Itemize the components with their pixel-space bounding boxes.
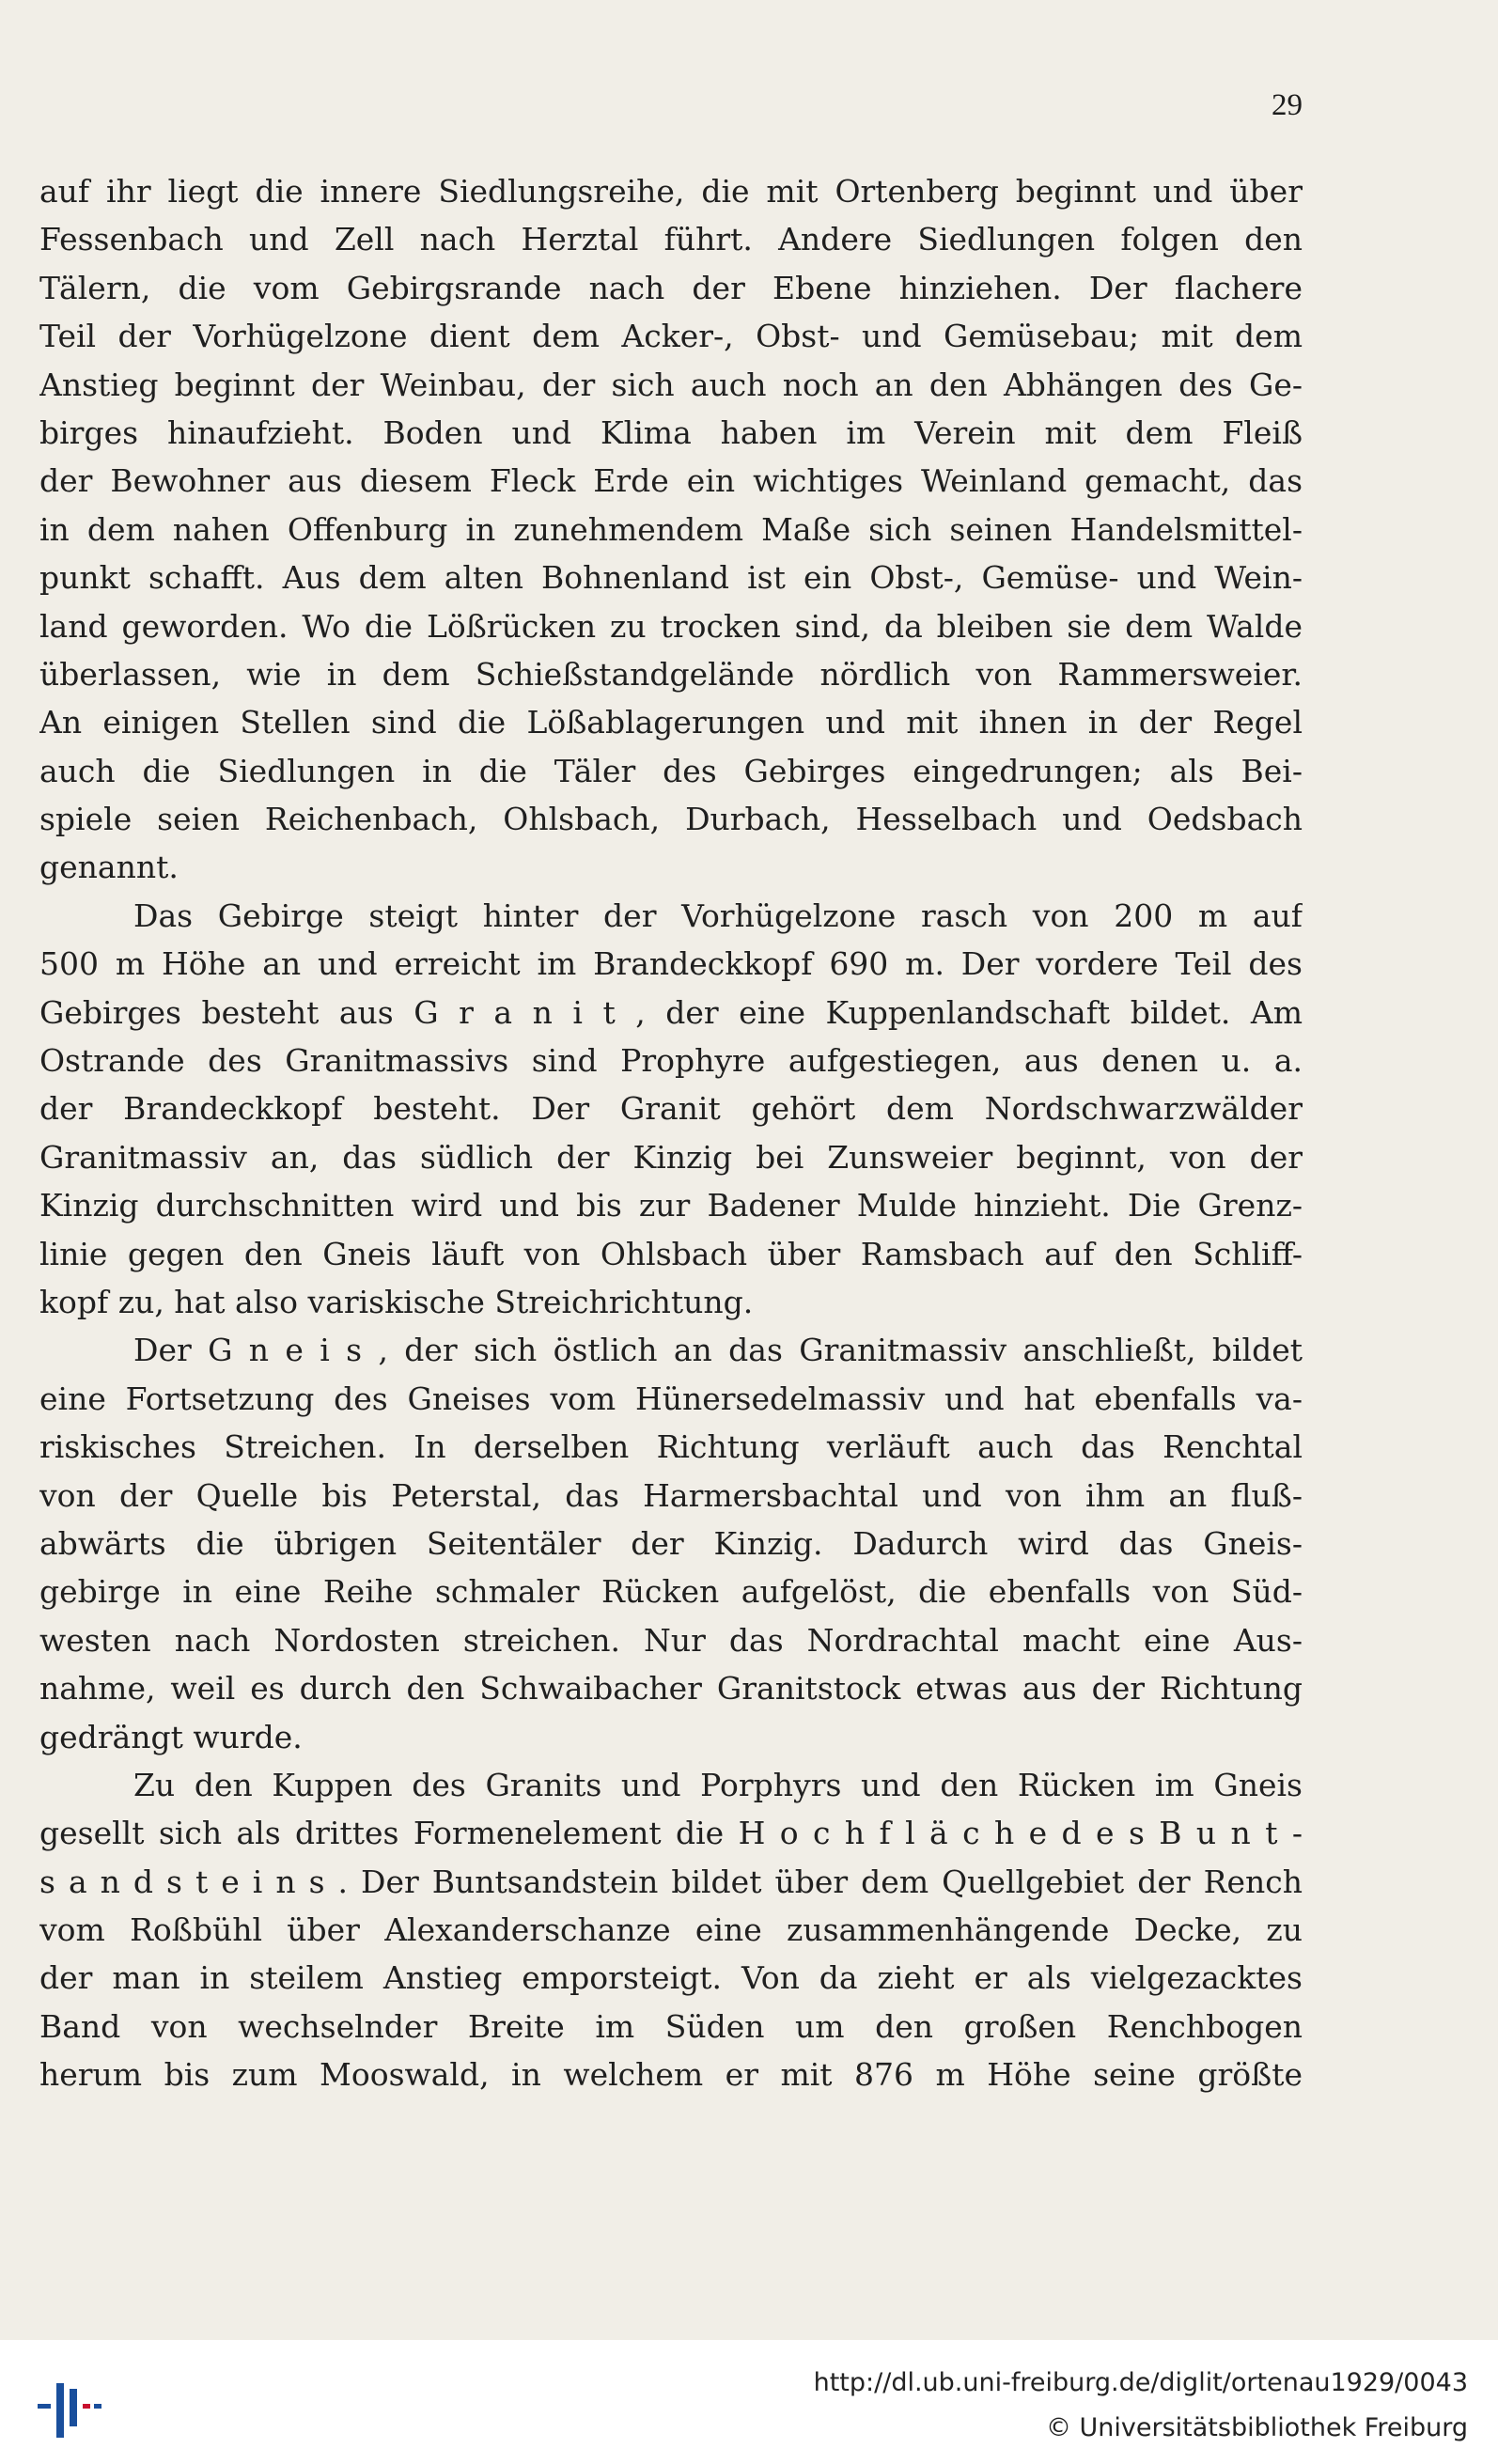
- text-line: Das Gebirge steigt hinter der Vorhügelzone rasch von 200 m auf: [133, 897, 1303, 934]
- university-library-logo-icon: [38, 2370, 103, 2438]
- copyright-notice: © Universitätsbibliothek Freiburg: [1045, 2413, 1468, 2442]
- body-text: [39, 167, 1303, 2099]
- text-line: von der Quelle bis Peterstal, das Harmersbachtal und von ihm an fluß-: [39, 1476, 1303, 1514]
- text-line: punkt schafft. Aus dem alten Bohnenland ist ein Obst-, Gemüse- und Wein-: [39, 559, 1303, 597]
- text-line: gesellt sich als drittes Formenelement die H o c h f l ä c h e d e s B u n t -: [39, 1815, 1303, 1852]
- text-line: spiele seien Reichenbach, Ohlsbach, Durbach, Hesselbach und Oedsbach: [39, 801, 1303, 838]
- text-line: auf ihr liegt die innere Siedlungsreihe, die mit Ortenberg beginnt und über: [39, 173, 1303, 210]
- text-line: s a n d s t e i n s . Der Buntsandstein bildet über dem Quellgebiet der Rench: [39, 1863, 1303, 1900]
- footer: [0, 2340, 1498, 2464]
- text-line: birges hinaufzieht. Boden und Klima haben im Verein mit dem Fleiß: [39, 413, 1303, 451]
- text-line: An einigen Stellen sind die Lößablagerungen und mit ihnen in der Regel: [39, 704, 1303, 741]
- text-line: Anstieg beginnt der Weinbau, der sich auch noch an den Abhängen des Ge-: [39, 366, 1303, 403]
- text-line: Band von wechselnder Breite im Süden um den großen Renchbogen: [39, 2007, 1303, 2045]
- text-line: westen nach Nordosten streichen. Nur das Nordrachtal macht eine Aus-: [39, 1621, 1303, 1659]
- text-line: der Brandeckkopf besteht. Der Granit gehört dem Nordschwarzwälder: [39, 1090, 1303, 1128]
- text-line: überlassen, wie in dem Schießstandgelände nördlich von Rammersweier.: [39, 655, 1303, 693]
- text-line: der man in steilem Anstieg emporsteigt. Von da zieht er als vielgezacktes: [39, 1959, 1303, 1997]
- text-line: gebirge in eine Reihe schmaler Rücken aufgelöst, die ebenfalls von Süd-: [39, 1573, 1303, 1611]
- text-line: Der G n e i s , der sich östlich an das Granitmassiv anschließt, bildet: [133, 1332, 1303, 1369]
- text-line: Zu den Kuppen des Granits und Porphyrs und den Rücken im Gneis: [133, 1766, 1303, 1803]
- text-line: abwärts die übrigen Seitentäler der Kinzig. Dadurch wird das Gneis-: [39, 1524, 1303, 1562]
- text-line: in dem nahen Offenburg in zunehmendem Maße sich seinen Handelsmittel-: [39, 510, 1303, 548]
- permalink-url[interactable]: http://dl.ub.uni-freiburg.de/diglit/ortenau1929/0043: [813, 2368, 1468, 2397]
- text-line: eine Fortsetzung des Gneises vom Hünersedelmassiv und hat ebenfalls va-: [39, 1380, 1303, 1417]
- text-line: herum bis zum Mooswald, in welchem er mit 876 m Höhe seine größte: [39, 2056, 1303, 2094]
- text-line: 500 m Höhe an und erreicht im Brandeckkopf 690 m. Der vordere Teil des: [39, 945, 1303, 983]
- text-line: riskisches Streichen. In derselben Richtung verläuft auch das Renchtal: [39, 1428, 1303, 1466]
- text-line: Tälern, die vom Gebirgsrande nach der Ebene hinziehen. Der flachere: [39, 269, 1303, 306]
- text-line: Gebirges besteht aus G r a n i t , der eine Kuppenlandschaft bildet. Am: [39, 993, 1303, 1031]
- text-line: kopf zu, hat also variskische Streichrichtung.: [39, 1283, 754, 1320]
- text-line: auch die Siedlungen in die Täler des Gebirges eingedrungen; als Bei-: [39, 752, 1303, 789]
- text-line: linie gegen den Gneis läuft von Ohlsbach über Ramsbach auf den Schliff-: [39, 1235, 1303, 1272]
- text-line: der Bewohner aus diesem Fleck Erde ein wichtiges Weinland gemacht, das: [39, 462, 1303, 500]
- text-line: land geworden. Wo die Lößrücken zu trocken sind, da bleiben sie dem Walde: [39, 607, 1303, 645]
- text-line: Kinzig durchschnitten wird und bis zur Badener Mulde hinzieht. Die Grenz-: [39, 1187, 1303, 1224]
- text-line: genannt.: [39, 849, 179, 886]
- text-line: Teil der Vorhügelzone dient dem Acker-, Obst- und Gemüsebau; mit dem: [39, 318, 1303, 355]
- text-line: gedrängt wurde.: [39, 1718, 303, 1755]
- text-line: nahme, weil es durch den Schwaibacher Granitstock etwas aus der Richtung: [39, 1670, 1303, 1708]
- text-line: Fessenbach und Zell nach Herztal führt. Andere Siedlungen folgen den: [39, 221, 1303, 258]
- text-line: Ostrande des Granitmassivs sind Prophyre aufgestiegen, aus denen u. a.: [39, 1042, 1303, 1080]
- text-line: vom Roßbühl über Alexanderschanze eine zusammenhängende Decke, zu: [39, 1911, 1303, 1949]
- text-line: Granitmassiv an, das südlich der Kinzig bei Zunsweier beginnt, von der: [39, 1138, 1303, 1176]
- page-number: 29: [1272, 88, 1303, 122]
